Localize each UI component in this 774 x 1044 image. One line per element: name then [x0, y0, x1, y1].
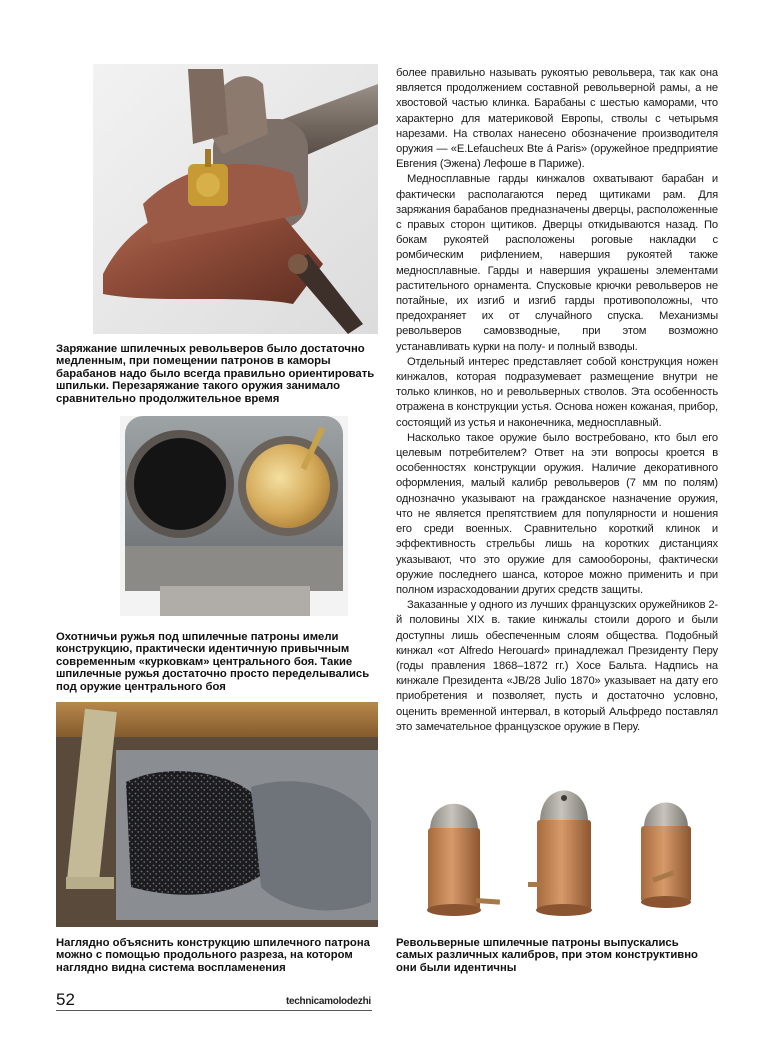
footer-rule — [56, 1010, 372, 1011]
article-paragraph: Отдельный интерес представляет собой конструкция ножен кинжалов, которая подразумевает размещение внутри не только клинков, но и револьверных стволов. Эта особенность отражена в конструкции устья. Основа ножен кожаная, прибор, состоящий из устья и наконечника, медносплавный. — [396, 355, 718, 429]
shotgun-caption: Охотничьи ружья под шпилечные патроны имели конструкцию, практически идентичную привычным современным «курковкам» центрального боя. Такие шпилечные ружья достаточно просто переделывались под оружие центрального боя — [56, 631, 370, 693]
cartridges-caption: Револьверные шпилечные патроны выпускались самых различных калибров, при этом конструктивно они были идентичны — [396, 937, 698, 974]
cartridges-photo — [398, 770, 718, 928]
revolver-photo — [93, 64, 378, 334]
shotgun-breech-photo — [120, 416, 348, 616]
section-caption: Наглядно объяснить конструкцию шпилечного патрона можно с помощью продольного разреза, на котором наглядно видна система воспламенения — [56, 937, 370, 974]
cartridge-section-photo — [56, 702, 378, 927]
article-paragraph: Насколько такое оружие было востребовано, кто был его целевым потребителем? Ответ на эти вопросы кроется в особенностях конструкции оружия. Наличие декоративного оформления, малый калибр револьверов (7 мм по полям) однозначно указывают на гражданское назначение оружия, что не является препятствием для популярности и ношения его среди военных. Сравнительно короткий клинок и эффективность стрельбы лишь на коротких дистанциях указывают, что это оружие для самообороны, фактически оружие последнего шанса, которое можно применить и при полном израсходовании других средств защиты. — [396, 431, 718, 596]
article-paragraph: более правильно называть рукоятью револьвера, так как она является продолжением составной револьверной рамы, а не хвостовой частью клинка. Барабаны с шестью каморами, что характерно для материковой Европы, стволы с четырьмя нарезами. На стволах нанесено обозначение производителя оружия — «E.Lefaucheux Bte á Paris» (оружейное предприятие Евгения (Эжена) Лефоше в Париже). — [396, 67, 718, 171]
article-paragraph: Заказанные у одного из лучших французских оружейников 2-й половины XIX в. такие кинжалы стоили дорого и были доступны лишь обеспеченным слоям общества. Подобный кинжал «от Alfredo Herouard» принадлежал Президенту Перу (годы правления 1868–1872 гг.) Хосе Бальта. Надпись на кинжале Президента «JB/28 Julio 1870» указывает на дату его приобретения и позволяет, пусть и достаточно условно, оценить временной интервал, в который Альфредо поставлял это замечательное французское оружие в Перу. — [396, 599, 718, 733]
site-name: technicamolodezhi — [286, 996, 371, 1007]
revolver-caption: Заряжание шпилечных револьверов было достаточно медленным, при помещении патронов в каморы барабанов надо было всегда правильно ориентировать шпильки. Перезаряжание такого оружия занимало сравнительно продолжительное время — [56, 343, 375, 405]
article-body — [396, 66, 718, 735]
page-number: 52 — [56, 990, 75, 1009]
article-paragraph: Медносплавные гарды кинжалов охватывают барабан и фактически располагаются перед щитиками рам. Для заряжания барабанов предназначены дверцы, расположенные с правых сторон щитиков. Дверцы откидываются назад. По бокам рукоятей расположены роговые накладки с ромбическим рифлением, навершия рукоятей также медносплавные. Гарды и навершия украшены элементами растительного орнамента. Спусковые крючки револьверов не потайные, их изгиб и изгиб гарды противоположны, что предохраняет их от случайного спуска. Механизмы револьверов самовзводные, при этом возможно устанавливать курки на полу- и полный взводы. — [396, 173, 718, 353]
